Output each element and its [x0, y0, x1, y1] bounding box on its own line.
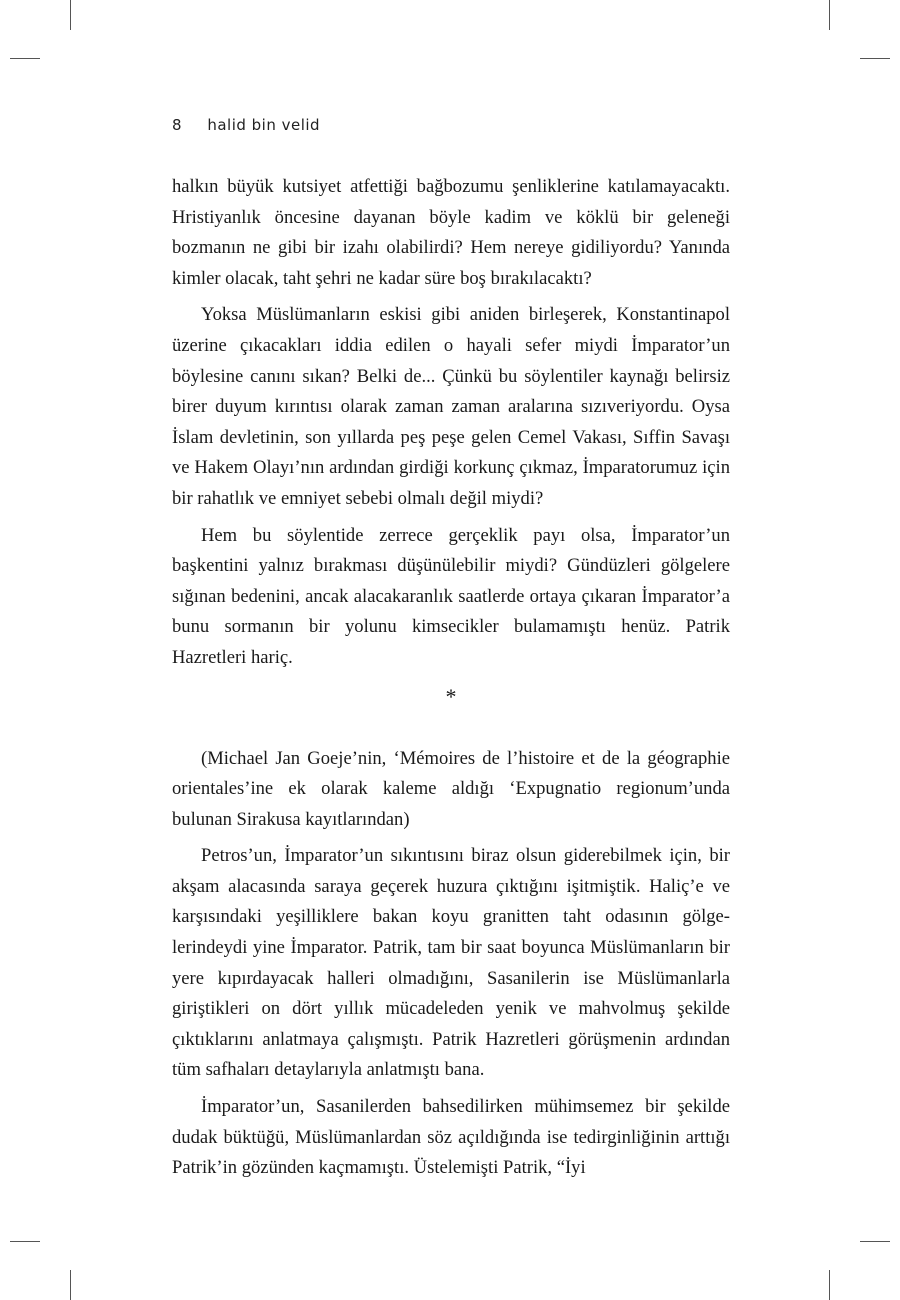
crop-mark-left-top: [10, 58, 40, 59]
text-block: [172, 172, 730, 1184]
crop-mark-left-bottom: [10, 1241, 40, 1242]
paragraph-3: Hem bu söylentide zerrece gerçeklik payı olsa, İmparator’un başkentini yalnız bırakması düşünülebilir miydi? Gündüzleri gölgelere sığınan bedenini, ancak alacakaranlık saatlerde ortaya çıkaran İmparator’a bunu sormanın bir yolunu kimsecikler bulamamıştı henüz. Patrik Hazretleri hariç.: [172, 524, 730, 668]
paragraph-6: İmparator’un, Sasanilerden bahsedilirken mühimsemez bir şekilde dudak büktüğü, Müslümanlardan söz açıldığında ise tedirginliğinin arttığı Patrik’in gözünden kaçmamıştı. Üstelemişti Patrik, “İyi: [172, 1096, 730, 1179]
page-number: 8: [172, 116, 183, 134]
crop-mark-top-left: [70, 0, 71, 30]
crop-mark-right-bottom: [860, 1241, 890, 1242]
running-head: [172, 116, 320, 134]
crop-mark-top-right: [829, 0, 830, 30]
paragraph-5: Petros’un, İmparator’un sıkıntısını biraz olsun giderebilmek için, bir akşam alacasında saraya geçerek huzura çıktığını işitmiştik. Haliç’e ve karşısındaki yeşilliklere bakan koyu granitten taht odasının gölgelerindeydi yine İmparator. Patrik, tam bir saat boyunca Müslümanların bir yere kıpırdayacak halleri olmadığını, Sasanilerin ise Müslümanlarla giriştikleri on dört yıllık mücadeleden yenik ve mahvolmuş şekilde çıktıklarını anlatmaya çalışmıştı. Patrik Hazretleri görüşmenin ardından tüm safhaları detaylarıyla anlatmıştı bana.: [172, 845, 730, 1081]
running-title: halid bin velid: [207, 116, 321, 134]
paragraph-2: Yoksa Müslümanların eskisi gibi aniden birleşerek, Konstantinapol üzerine çıkacakları iddia edilen o hayali sefer miydi İmparator’un böylesine canını sıkan? Belki de... Çünkü bu söylentiler kaynağı belirsiz birer duyum kırıntısı olarak zaman zaman aralarına sızıveriyordu. Oysa İslam devletinin, son yıllarda peş peşe gelen Cemel Vakası, Sıffin Savaşı ve Hakem Olayı’nın ardından girdiği korkunç çıkmaz, İmparatorumuz için bir rahatlık ve emniyet sebebi olmalı değil miydi?: [172, 304, 730, 509]
section-separator: *: [445, 683, 457, 709]
crop-mark-right-top: [860, 58, 890, 59]
crop-mark-bottom-left: [70, 1270, 71, 1300]
paragraph-1: halkın büyük kutsiyet atfettiği bağbozumu şenliklerine katılamayacaktı. Hristiyanlık öncesine dayanan böyle kadim ve köklü bir geleneği bozmanın ne gibi bir izahı olabilirdi? Hem nereye gidiliyordu? Yanında kimler olacak, taht şehri ne kadar süre boş bırakılacaktı?: [172, 176, 730, 289]
crop-mark-bottom-right: [829, 1270, 830, 1300]
paragraph-4: (Michael Jan Goeje’nin, ‘Mémoires de l’histoire et de la géographie orientales’ine ek olarak kaleme aldığı ‘Expugnatio regionum’unda bulunan Sirakusa kayıtlarından): [172, 747, 730, 830]
